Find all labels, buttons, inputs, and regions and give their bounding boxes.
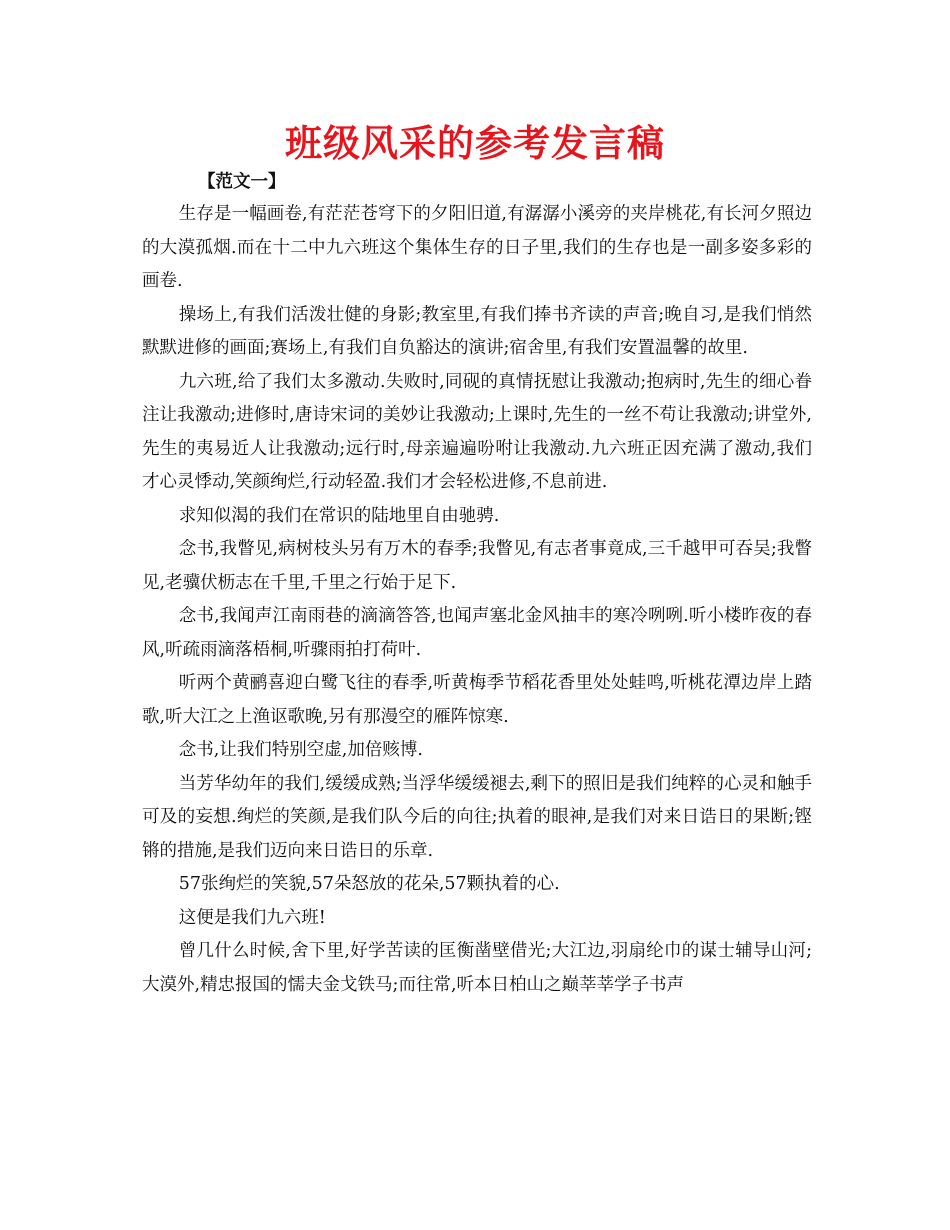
paragraph-11: 这便是我们九六班! [178,907,326,928]
paragraph-12: 曾几什么时候,舍下里,好学苦读的匡衡凿壁借光;大江边,羽扇纶巾的谋士辅导山河;大漠外,精忠报国的懦夫金戈铁马;而往常,听本日柏山之巅莘莘学子书声 [142,941,812,995]
paragraph-10: 57张绚烂的笑貌,57朵怒放的花朵,57颗执着的心. [178,874,560,894]
paragraph-4: 求知似渴的我们在常识的陆地里自由驰骋. [178,505,500,526]
paragraph-2: 操场上,有我们活泼壮健的身影;教室里,有我们捧书齐读的声音;晚自习,是我们悄然默默进修的画面;赛场上,有我们自负豁达的演讲;宿舍里,有我们安置温馨的故里. [142,304,812,358]
paragraph-5: 念书,我瞥见,病树枝头另有万木的春季;我瞥见,有志者事竟成,三千越甲可吞吴;我瞥见,老骥伏枥志在千里,千里之行始于足下. [142,539,812,593]
document-body [142,166,812,1002]
paragraph-7: 听两个黄鹂喜迎白鹭飞往的春季,听黄梅季节稻花香里处处蛙鸣,听桃花潭边岸上踏歌,听大江之上渔讴歌晚,另有那漫空的雁阵惊寒. [142,673,812,727]
paragraph-8: 念书,让我们特别空虚,加倍赅博. [178,740,423,760]
section-label: 【范文一】 [198,172,286,192]
paragraph-3: 九六班,给了我们太多激动.失败时,同砚的真情抚慰让我激动;抱病时,先生的细心眷注让我激动;进修时,唐诗宋词的美妙让我激动;上课时,先生的一丝不苟让我激动;讲堂外,先生的夷易近人让我激动;远行时,母亲遍遍吩咐让我激动.九六班正因充满了激动,我们才心灵悸动,笑颜绚烂,行动轻盈.我们才会轻松进修,不息前进. [142,371,812,492]
paragraph-9: 当芳华幼年的我们,缓缓成熟;当浮华缓缓褪去,剩下的照旧是我们纯粹的心灵和触手可及的妄想.绚烂的笑颜,是我们队今后的向往;执着的眼神,是我们对来日诰日的果断;铿锵的措施,是我们迈向来日诰日的乐章. [142,773,812,861]
page-title: 班级风采的参考发言稿 [285,122,665,165]
paragraph-6: 念书,我闻声江南雨巷的滴滴答答,也闻声塞北金风抽丰的寒冷咧咧.听小楼昨夜的春风,听疏雨滴落梧桐,听骤雨拍打荷叶. [142,606,812,660]
paragraph-1: 生存是一幅画卷,有茫茫苍穹下的夕阳旧道,有潺潺小溪旁的夹岸桃花,有长河夕照边的大漠孤烟.而在十二中九六班这个集体生存的日子里,我们的生存也是一副多姿多彩的画卷. [142,204,812,291]
